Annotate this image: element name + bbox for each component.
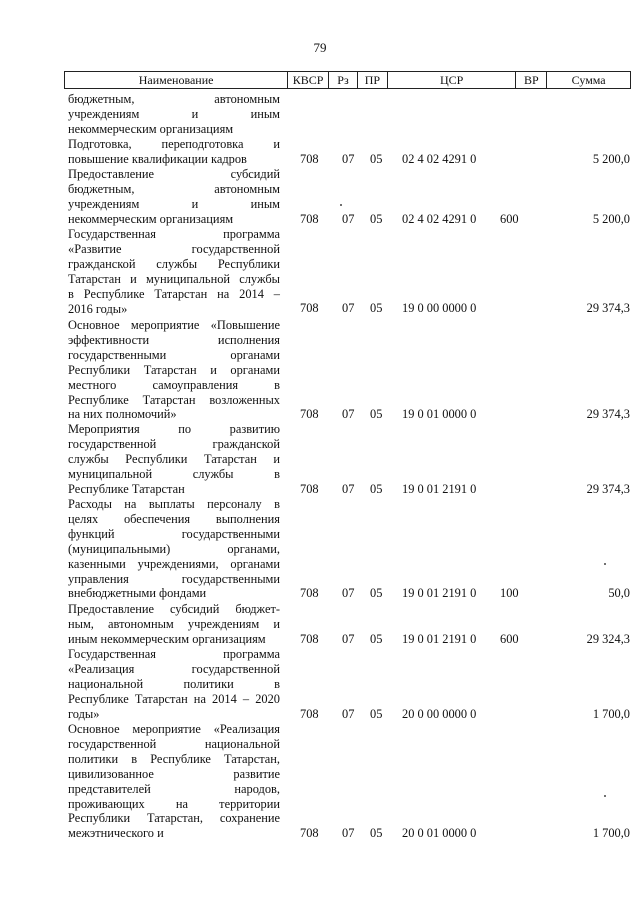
cell-rz: 07 (342, 586, 355, 601)
row-name-line: учреждениям и иным (68, 106, 280, 121)
cell-pr: 05 (370, 301, 383, 316)
row-name-line: Подготовка, переподготовка и (68, 137, 280, 151)
table-row (68, 227, 630, 316)
table-row (68, 422, 630, 497)
row-name-line: Предоставление субсидий (68, 167, 280, 181)
cell-pr: 05 (370, 211, 383, 226)
cell-kvsr: 708 (300, 631, 319, 646)
cell-kvsr: 708 (300, 407, 319, 422)
row-name-line: Государственная программа (68, 227, 280, 241)
row-name-line: 2016 годы» (68, 301, 128, 316)
row-name-line: бюджетным, автономным (68, 92, 280, 106)
cell-vr: 600 (500, 211, 519, 226)
row-name-line: Республике Татарстан на 2014 – 2020 (68, 691, 280, 706)
cell-pr: 05 (370, 706, 383, 721)
table-header (64, 71, 631, 89)
cell-kvsr: 708 (300, 211, 319, 226)
row-name-line: бюджетным, автономным (68, 181, 280, 196)
cell-sum: 5 200,0 (592, 211, 630, 226)
row-name-line: службы Республики Татарстан и (68, 451, 280, 466)
row-values (68, 212, 630, 227)
row-name-line: эффективности исполнения (68, 332, 280, 347)
cell-sum: 29 374,3 (586, 407, 630, 422)
row-name-line: функций государственными (68, 526, 280, 541)
cell-rz: 07 (342, 151, 355, 166)
row-name-line: государственными органами (68, 347, 280, 362)
row-name-line: местного самоуправления в (68, 377, 280, 392)
row-name-line: Расходы на выплаты персоналу в (68, 497, 280, 511)
row-name-line: целях обеспечения выполнения (68, 511, 280, 526)
col-pr-header: ПР (358, 72, 388, 88)
row-name-line: повышение квалификации кадров (68, 151, 247, 166)
row-name-line: учреждениям и иным (68, 196, 280, 211)
cell-rz: 07 (342, 211, 355, 226)
cell-pr: 05 (370, 586, 383, 601)
row-name-line: представителей народов, (68, 781, 280, 796)
row-name-line: государственной национальной (68, 736, 280, 751)
cell-pr: 05 (370, 826, 383, 841)
row-name-line: межэтнического и (68, 826, 164, 841)
row-name-line: национальной политики в (68, 676, 280, 691)
cell-csr: 02 4 02 4291 0 (402, 211, 477, 226)
row-name-line: Государственная программа (68, 647, 280, 661)
cell-rz: 07 (342, 631, 355, 646)
col-csr-header: ЦСР (388, 72, 517, 88)
row-values (68, 482, 630, 497)
scan-speck (604, 795, 606, 797)
cell-sum: 29 374,3 (586, 301, 630, 316)
cell-kvsr: 708 (300, 586, 319, 601)
cell-csr: 19 0 00 0000 0 (402, 301, 477, 316)
cell-vr: 100 (500, 586, 519, 601)
row-name-line: внебюджетными фондами (68, 586, 207, 601)
row-name-line: годы» (68, 706, 100, 721)
row-values (68, 707, 630, 722)
table-row (68, 497, 630, 601)
row-name-line: проживающих на территории (68, 796, 280, 811)
row-values (68, 586, 630, 601)
row-name-line: Республике Татарстан возложенных (68, 392, 280, 407)
row-name (68, 722, 280, 841)
table-row (68, 318, 630, 422)
cell-kvsr: 708 (300, 481, 319, 496)
col-vr-header: ВР (516, 72, 547, 88)
col-kvsr-header: КВСР (288, 72, 329, 88)
row-name-line: на них полномочий» (68, 407, 177, 422)
row-name-line: Республики Татарстан, сохранение (68, 811, 280, 826)
row-name-line: Татарстан и муниципальной службы (68, 271, 280, 286)
row-values (68, 301, 630, 316)
cell-pr: 05 (370, 151, 383, 166)
row-name-line: Мероприятия по развитию (68, 422, 280, 436)
row-name-line: в Республике Татарстан на 2014 – (68, 286, 280, 301)
cell-pr: 05 (370, 481, 383, 496)
table-row (68, 137, 630, 167)
row-name-line: иным некоммерческим организациям (68, 631, 266, 646)
col-rz-header: Рз (329, 72, 358, 88)
row-name-line: «Развитие государственной (68, 241, 280, 256)
cell-csr: 19 0 01 0000 0 (402, 407, 477, 422)
table-row (68, 722, 630, 841)
row-name-line: некоммерческим организациям (68, 211, 234, 226)
cell-csr: 19 0 01 2191 0 (402, 481, 477, 496)
table-row (68, 647, 630, 722)
row-name-line: Предоставление субсидий бюджет- (68, 602, 280, 616)
cell-vr: 600 (500, 631, 519, 646)
cell-sum: 29 374,3 (586, 481, 630, 496)
row-name-line: гражданской службы Республики (68, 256, 280, 271)
cell-kvsr: 708 (300, 151, 319, 166)
cell-kvsr: 708 (300, 826, 319, 841)
row-name-line: Республике Татарстан (68, 481, 185, 496)
row-name-line: некоммерческим организациям (68, 121, 234, 136)
col-sum-header: Сумма (571, 73, 606, 87)
row-name-line: Основное мероприятие «Повышение (68, 318, 280, 332)
row-name-line: цивилизованное развитие (68, 766, 280, 781)
row-name-line: (муниципальными) органами, (68, 541, 280, 556)
cell-kvsr: 708 (300, 301, 319, 316)
row-values (68, 826, 630, 841)
cell-sum: 1 700,0 (592, 826, 630, 841)
cell-sum: 29 324,3 (586, 631, 630, 646)
cell-rz: 07 (342, 826, 355, 841)
table-row (68, 602, 630, 647)
row-name-line: муниципальной службы в (68, 466, 280, 481)
cell-csr: 20 0 00 0000 0 (402, 706, 477, 721)
cell-csr: 19 0 01 2191 0 (402, 586, 477, 601)
scan-speck (340, 204, 342, 206)
cell-sum: 50,0 (608, 586, 630, 601)
page-number: 79 (313, 40, 327, 55)
table-row (68, 92, 630, 137)
cell-pr: 05 (370, 631, 383, 646)
cell-csr: 20 0 01 0000 0 (402, 826, 477, 841)
cell-csr: 19 0 01 2191 0 (402, 631, 477, 646)
row-name-line: ным, автономным учреждениям и (68, 616, 280, 631)
cell-rz: 07 (342, 706, 355, 721)
row-name-line: государственной гражданской (68, 436, 280, 451)
cell-sum: 5 200,0 (592, 151, 630, 166)
cell-rz: 07 (342, 407, 355, 422)
row-values (68, 632, 630, 647)
row-name-line: казенными учреждениями, органами (68, 556, 280, 571)
cell-pr: 05 (370, 407, 383, 422)
col-name-header: Наименование (65, 72, 288, 88)
row-name-line: управления государственными (68, 571, 280, 586)
row-name-line: Основное мероприятие «Реализация (68, 722, 280, 736)
scan-speck (604, 563, 606, 565)
table-row (68, 167, 630, 227)
row-values (68, 152, 630, 167)
cell-kvsr: 708 (300, 706, 319, 721)
row-name-line: «Реализация государственной (68, 661, 280, 676)
cell-rz: 07 (342, 481, 355, 496)
cell-sum: 1 700,0 (592, 706, 630, 721)
row-values (68, 407, 630, 422)
cell-csr: 02 4 02 4291 0 (402, 151, 477, 166)
cell-rz: 07 (342, 301, 355, 316)
row-name-line: политики в Республике Татарстан, (68, 751, 280, 766)
row-values (68, 122, 630, 137)
row-name-line: Республики Татарстан и органами (68, 362, 280, 377)
